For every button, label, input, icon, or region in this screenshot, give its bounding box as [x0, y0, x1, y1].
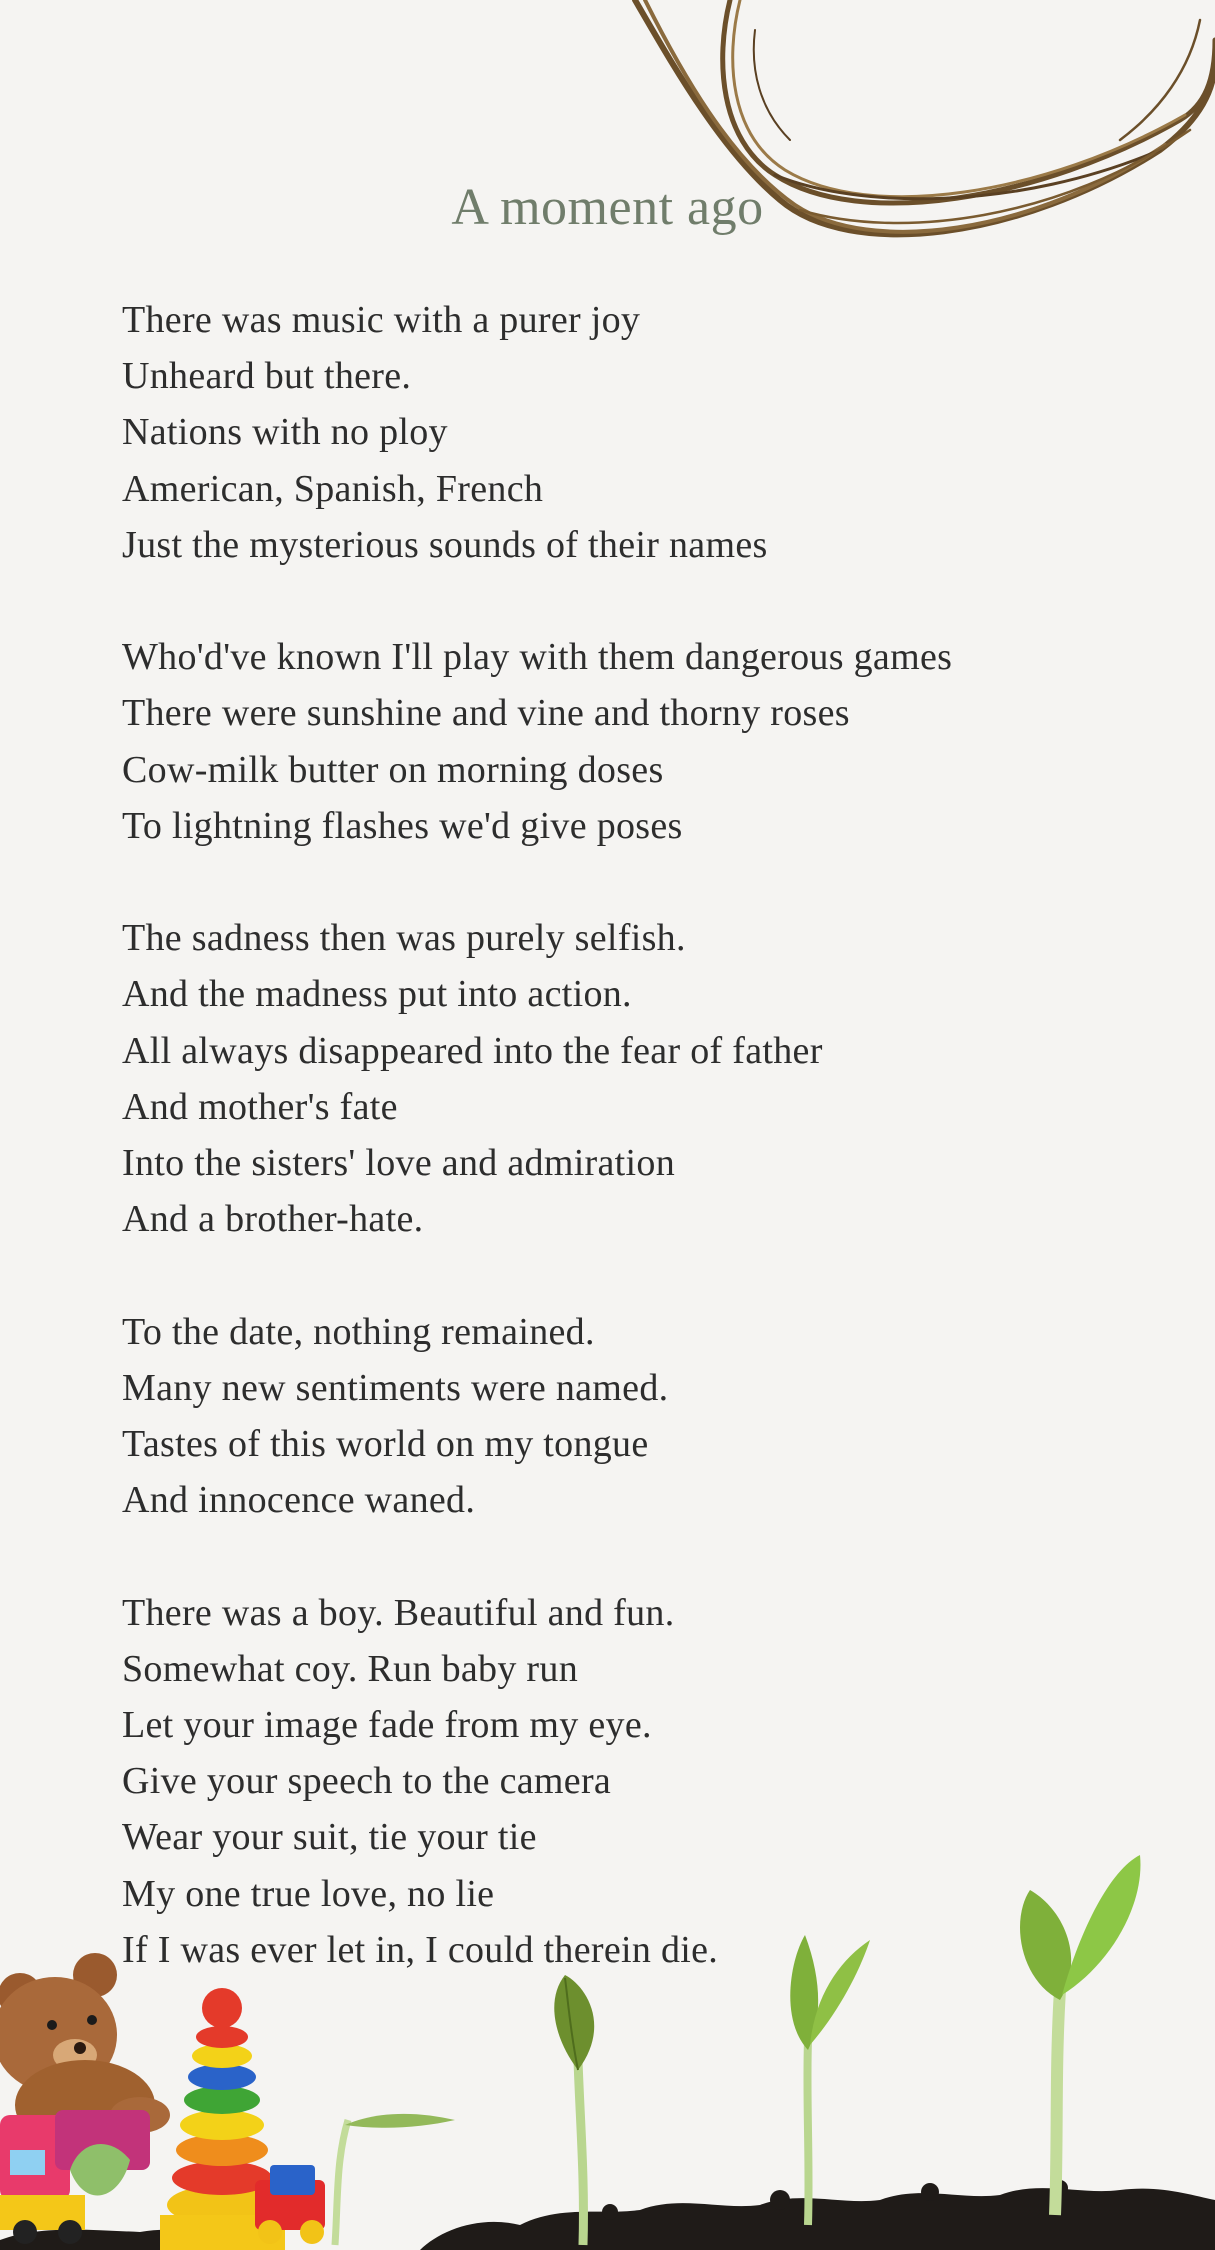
poem-body	[122, 292, 1122, 2034]
poem-line: If I was ever let in, I could therein die.	[122, 1928, 719, 1971]
poem-line: Unheard but there.	[122, 355, 412, 398]
poem-line: And mother's fate	[122, 1085, 398, 1128]
stanza-1	[122, 292, 1122, 573]
poem-line: And innocence waned.	[122, 1479, 476, 1522]
poem-line: There was a boy. Beautiful and fun.	[122, 1591, 675, 1634]
poem-line: All always disappeared into the fear of father	[122, 1029, 823, 1072]
poem-line: Nations with no ploy	[122, 411, 448, 454]
poem-line: Somewhat coy. Run baby run	[122, 1647, 578, 1690]
poem-line: There were sunshine and vine and thorny roses	[122, 692, 850, 735]
seedlings-icon	[335, 1855, 1140, 2245]
stanza-4	[122, 1304, 1122, 1529]
poem-line: And a brother-hate.	[122, 1198, 424, 1241]
poem-line: Into the sisters' love and admiration	[122, 1142, 675, 1185]
poem-line: There was music with a purer joy	[122, 299, 641, 341]
toys-icon	[0, 1953, 325, 2250]
poem-line: Tastes of this world on my tongue	[122, 1423, 649, 1466]
poem-line: Give your speech to the camera	[122, 1760, 612, 1803]
poem-line: Wear your suit, tie your tie	[122, 1816, 537, 1859]
poem-line: My one true love, no lie	[122, 1872, 495, 1915]
poem-line: And the madness put into action.	[122, 973, 632, 1016]
stanza-3	[122, 910, 1122, 1247]
vine-wreath-icon	[600, 0, 1215, 290]
poem-line: Just the mysterious sounds of their names	[122, 523, 768, 566]
poem-line: Who'd've known I'll play with them dangerous games	[122, 636, 953, 679]
bottom-decoration	[0, 1830, 1215, 2250]
poem-line: The sadness then was purely selfish.	[122, 917, 686, 960]
poem-line: To lightning flashes we'd give poses	[122, 804, 683, 847]
poem-line: American, Spanish, French	[122, 467, 544, 510]
poem-line: Cow-milk butter on morning doses	[122, 748, 664, 791]
stanza-2	[122, 629, 1122, 854]
poem-line: Many new sentiments were named.	[122, 1366, 669, 1409]
poem-line: Let your image fade from my eye.	[122, 1704, 652, 1747]
poem-title: A moment ago	[451, 179, 764, 236]
poem-line: To the date, nothing remained.	[122, 1310, 595, 1353]
